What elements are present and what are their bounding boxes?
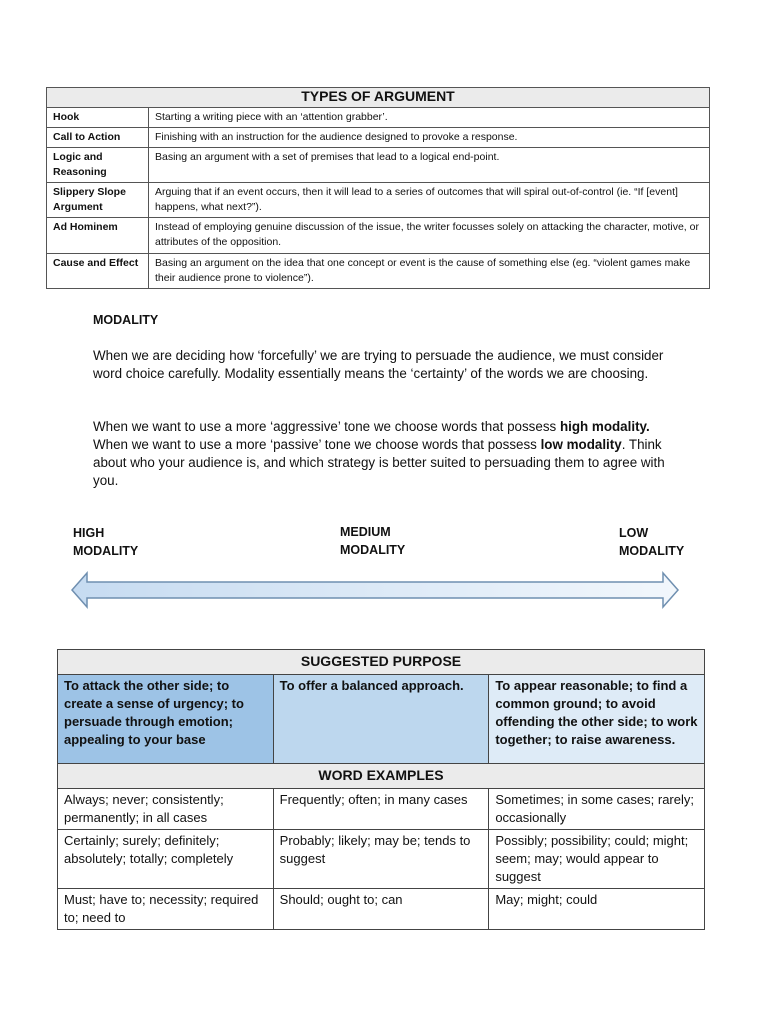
term: Call to Action bbox=[47, 128, 149, 148]
purpose-medium: To offer a balanced approach. bbox=[273, 675, 489, 764]
cell: Sometimes; in some cases; rarely; occasionally bbox=[489, 789, 705, 830]
cell: Possibly; possibility; could; might; seem; may; would appear to suggest bbox=[489, 830, 705, 889]
text: When we want to use a more ‘passive’ tone we choose words that possess bbox=[93, 437, 541, 452]
definition: Starting a writing piece with an ‘attention grabber’. bbox=[149, 108, 710, 128]
cell: May; might; could bbox=[489, 889, 705, 930]
definition: Basing an argument on the idea that one concept or event is the cause of something else (eg. “violent games make their audience prone to violence”). bbox=[149, 254, 710, 289]
emphasis: high modality. bbox=[559, 419, 650, 434]
definition: Arguing that if an event occurs, then it will lead to a series of outcomes that will spiral out-of-control (ie. “If [event] happens, what next?”). bbox=[149, 183, 710, 218]
high-modality-label: HIGH MODALITY bbox=[73, 526, 139, 558]
cell: Probably; likely; may be; tends to suggest bbox=[273, 830, 489, 889]
table-row bbox=[58, 789, 705, 830]
text: When we want to use a more ‘aggressive’ tone we choose words that possess bbox=[93, 419, 560, 434]
modality-paragraph-1: When we are deciding how ‘forcefully’ we are trying to persuade the audience, we must consider word choice carefully. Modality essentially means the ‘certainty’ of the words we are choosing. bbox=[93, 348, 664, 381]
table-row bbox=[58, 830, 705, 889]
term: Logic and Reasoning bbox=[47, 148, 149, 183]
suggested-purpose-table bbox=[57, 649, 705, 930]
cell: Always; never; consistently; permanently; in all cases bbox=[58, 789, 274, 830]
purpose-low: To appear reasonable; to find a common ground; to avoid offending the other side; to work together; to raise awareness. bbox=[489, 675, 705, 764]
term: Hook bbox=[47, 108, 149, 128]
cell: Should; ought to; can bbox=[273, 889, 489, 930]
definition: Instead of employing genuine discussion of the issue, the writer focusses solely on attacking the character, motive, or attributes of the opposition. bbox=[149, 218, 710, 254]
cell: Certainly; surely; definitely; absolutely; totally; completely bbox=[58, 830, 274, 889]
cell: Must; have to; necessity; required to; need to bbox=[58, 889, 274, 930]
purpose-high: To attack the other side; to create a sense of urgency; to persuade through emotion; appealing to your base bbox=[58, 675, 274, 764]
medium-modality-label: MEDIUM MODALITY bbox=[340, 525, 406, 557]
low-modality-label: LOW MODALITY bbox=[619, 526, 685, 558]
cell: Frequently; often; in many cases bbox=[273, 789, 489, 830]
term: Ad Hominem bbox=[47, 218, 149, 254]
definition: Finishing with an instruction for the audience designed to provoke a response. bbox=[149, 128, 710, 148]
term: Slippery Slope Argument bbox=[47, 183, 149, 218]
emphasis: low modality bbox=[540, 437, 622, 452]
text: . Think about who your audience is, and which strategy is better suited to persuading them to agree with you. bbox=[93, 437, 665, 488]
purpose-title: SUGGESTED PURPOSE bbox=[58, 650, 705, 675]
purpose-row bbox=[58, 675, 705, 764]
table-row bbox=[58, 889, 705, 930]
table-title: TYPES OF ARGUMENT bbox=[47, 88, 710, 108]
definition: Basing an argument with a set of premises that lead to a logical end-point. bbox=[149, 148, 710, 183]
term: Cause and Effect bbox=[47, 254, 149, 289]
examples-title: WORD EXAMPLES bbox=[58, 764, 705, 789]
modality-heading: MODALITY bbox=[93, 313, 159, 327]
